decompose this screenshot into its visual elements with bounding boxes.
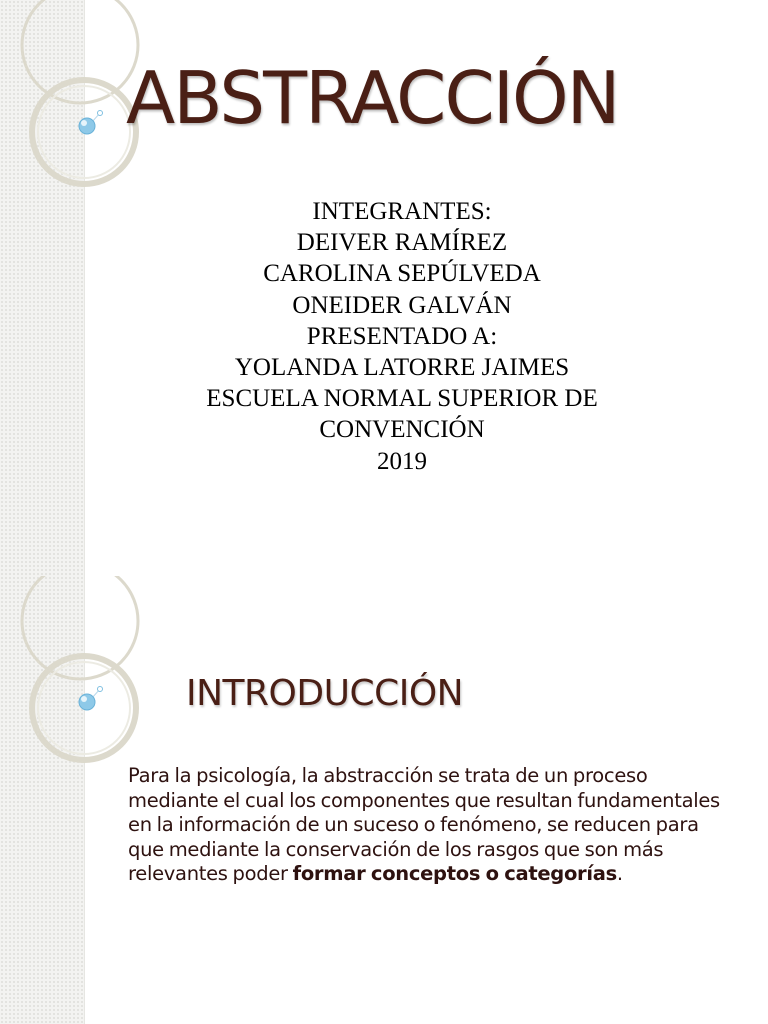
decorative-ring-large bbox=[22, 576, 138, 679]
credits-member: CAROLINA SEPÚLVEDA bbox=[263, 260, 541, 288]
credits-member: DEIVER RAMÍREZ bbox=[296, 229, 508, 257]
decorative-bead bbox=[79, 118, 95, 134]
intro-paragraph-end: . bbox=[616, 862, 623, 885]
decorative-small-dot bbox=[98, 687, 103, 692]
decorative-rings bbox=[0, 0, 140, 200]
decorative-ring-large bbox=[22, 0, 138, 103]
credits-year: 2019 bbox=[377, 447, 427, 475]
credits-label-members: INTEGRANTES: bbox=[312, 198, 492, 225]
intro-paragraph-emphasis: formar conceptos o categorías bbox=[292, 862, 617, 885]
slide-title: ABSTRACCIÓN bbox=[126, 56, 619, 140]
credits-school: ESCUELA NORMAL SUPERIOR DE bbox=[206, 385, 598, 413]
decorative-rings bbox=[0, 576, 140, 776]
decorative-small-dot bbox=[98, 111, 103, 116]
decorative-bead-highlight bbox=[81, 696, 87, 702]
intro-paragraph bbox=[128, 764, 738, 887]
credits-member: ONEIDER GALVÁN bbox=[292, 291, 512, 319]
credits-school-city: CONVENCIÓN bbox=[319, 416, 485, 444]
intro-paragraph-text: Para la psicología, la abstracción se trata de un proceso mediante el cual los componentes que resultan fundamentales en la información de un suceso o fenómeno, se reducen para que mediante la conservación de los rasgos que son más relevantes poder bbox=[128, 764, 720, 885]
decorative-bead-highlight bbox=[81, 120, 87, 126]
decorative-bead bbox=[79, 694, 95, 710]
section-heading: INTRODUCCIÓN bbox=[186, 673, 464, 714]
slide-2 bbox=[0, 576, 768, 1024]
credits-teacher: YOLANDA LATORRE JAIMES bbox=[234, 354, 570, 382]
credits-label-presented-to: PRESENTADO A: bbox=[306, 322, 498, 350]
credits-block bbox=[110, 196, 694, 477]
